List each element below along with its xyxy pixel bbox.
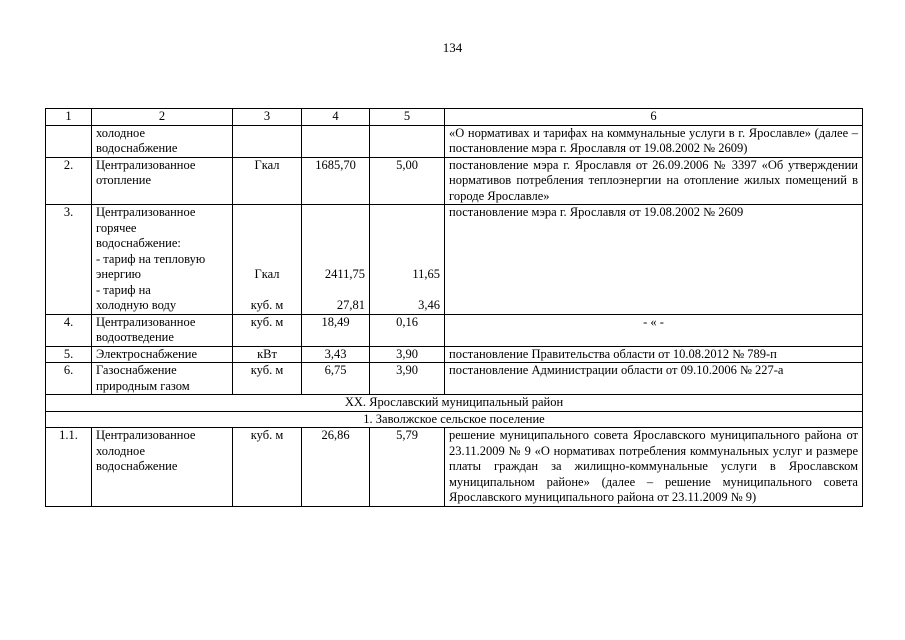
tariff-value: 3,90 <box>370 363 445 395</box>
tariff-value-line <box>374 252 440 268</box>
table-row <box>46 157 863 205</box>
service-name: Централизованное холодное водоснабжение <box>92 428 233 507</box>
norm-value: 26,86 <box>302 428 370 507</box>
service-name: Газоснабжение природным газом <box>92 363 233 395</box>
service-name-line: - тариф на тепловую <box>96 251 206 266</box>
row-number: 2. <box>46 157 92 205</box>
unit-line <box>237 252 297 268</box>
norm-value-line <box>306 252 365 268</box>
service-name-line: горячее <box>96 220 137 235</box>
table-row <box>46 428 863 507</box>
norm-value: 3,43 <box>302 346 370 363</box>
unit: кВт <box>233 346 302 363</box>
table-row <box>46 125 863 157</box>
service-name: Электроснабжение <box>92 346 233 363</box>
tariff-value-line: 3,46 <box>418 298 440 312</box>
column-number-cell: 4 <box>302 109 370 126</box>
tariff-value-line <box>374 236 440 252</box>
section-heading-row <box>46 395 863 412</box>
legal-basis: «О нормативах и тарифах на коммунальные услуги в г. Ярославле» (далее – постановление мэра г. Ярославля от 19.08.2002 № 2609) <box>445 125 863 157</box>
page-number: 134 <box>442 40 463 55</box>
service-name: Централизованное водоотведение <box>92 314 233 346</box>
legal-basis: - « - <box>445 314 863 346</box>
service-name: Централизованное отопление <box>92 157 233 205</box>
unit-line <box>237 205 297 221</box>
unit-line: Гкал <box>254 267 280 281</box>
unit-line <box>237 221 297 237</box>
row-number: 5. <box>46 346 92 363</box>
row-number <box>46 125 92 157</box>
section-heading-row <box>46 411 863 428</box>
column-number-cell: 2 <box>92 109 233 126</box>
unit-line <box>237 236 297 252</box>
column-number-cell: 1 <box>46 109 92 126</box>
tariff-value-line <box>374 205 440 221</box>
column-number-cell: 5 <box>370 109 445 126</box>
legal-basis: постановление Правительства области от 10.08.2012 № 789-п <box>445 346 863 363</box>
tariff-value: 3,90 <box>370 346 445 363</box>
service-name-line: энергию <box>96 267 142 281</box>
tariff-value <box>370 205 445 315</box>
tariff-value: 5,79 <box>370 428 445 507</box>
table-body <box>46 109 863 507</box>
norm-value-line: 27,81 <box>336 298 365 312</box>
table-row <box>46 314 863 346</box>
tariff-value-line: 11,65 <box>412 267 440 281</box>
service-name-line: холодную воду <box>96 298 177 312</box>
section-heading: 1. Заволжское сельское поселение <box>46 411 863 428</box>
unit <box>233 205 302 315</box>
table-row <box>46 346 863 363</box>
norm-value: 6,75 <box>302 363 370 395</box>
norm-value: 18,49 <box>302 314 370 346</box>
unit: Гкал <box>233 157 302 205</box>
service-name-line: Централизованное <box>96 205 196 219</box>
unit: куб. м <box>233 314 302 346</box>
norm-value-line <box>306 283 365 299</box>
row-number: 3. <box>46 205 92 315</box>
unit-line <box>237 283 297 299</box>
norm-value-line <box>306 221 365 237</box>
norm-value <box>302 125 370 157</box>
unit-line: куб. м <box>250 298 284 312</box>
legal-basis: постановление Администрации области от 09.10.2006 № 227-а <box>445 363 863 395</box>
norm-value-line: 2411,75 <box>324 267 365 281</box>
section-heading: XX. Ярославский муниципальный район <box>46 395 863 412</box>
tariff-value-line <box>374 221 440 237</box>
table-row <box>46 363 863 395</box>
service-name <box>92 205 233 315</box>
tariff-value: 0,16 <box>370 314 445 346</box>
row-number: 1.1. <box>46 428 92 507</box>
legal-basis: постановление мэра г. Ярославля от 26.09.2006 № 3397 «Об утверждении нормативов потребления теплоэнергии на отопление жилых помещений в городе Ярославле» <box>445 157 863 205</box>
unit: куб. м <box>233 428 302 507</box>
norm-value-line <box>306 205 365 221</box>
tariff-value-line <box>374 283 440 299</box>
service-name: холодное водоснабжение <box>92 125 233 157</box>
norm-value-line <box>306 236 365 252</box>
norm-value <box>302 205 370 315</box>
legal-basis: постановление мэра г. Ярославля от 19.08.2002 № 2609 <box>445 205 863 315</box>
unit: куб. м <box>233 363 302 395</box>
tariff-table <box>45 108 863 507</box>
tariff-value: 5,00 <box>370 157 445 205</box>
table-row <box>46 205 863 315</box>
service-name-line: водоснабжение: <box>96 236 181 250</box>
row-number: 6. <box>46 363 92 395</box>
column-number-row <box>46 109 863 126</box>
unit <box>233 125 302 157</box>
column-number-cell: 6 <box>445 109 863 126</box>
service-name-line: - тариф на <box>96 282 151 297</box>
tariff-value <box>370 125 445 157</box>
legal-basis: решение муниципального совета Ярославского муниципального района от 23.11.2009 № 9 «О нормативах потребления коммунальных услуг и размере платы граждан за жилищно-коммунальные услуги в Ярославском муниципальном районе» (далее – решение муниципального совета Ярославского муниципального района от 23.11.2009 № 9) <box>445 428 863 507</box>
column-number-cell: 3 <box>233 109 302 126</box>
row-number: 4. <box>46 314 92 346</box>
norm-value: 1685,70 <box>302 157 370 205</box>
